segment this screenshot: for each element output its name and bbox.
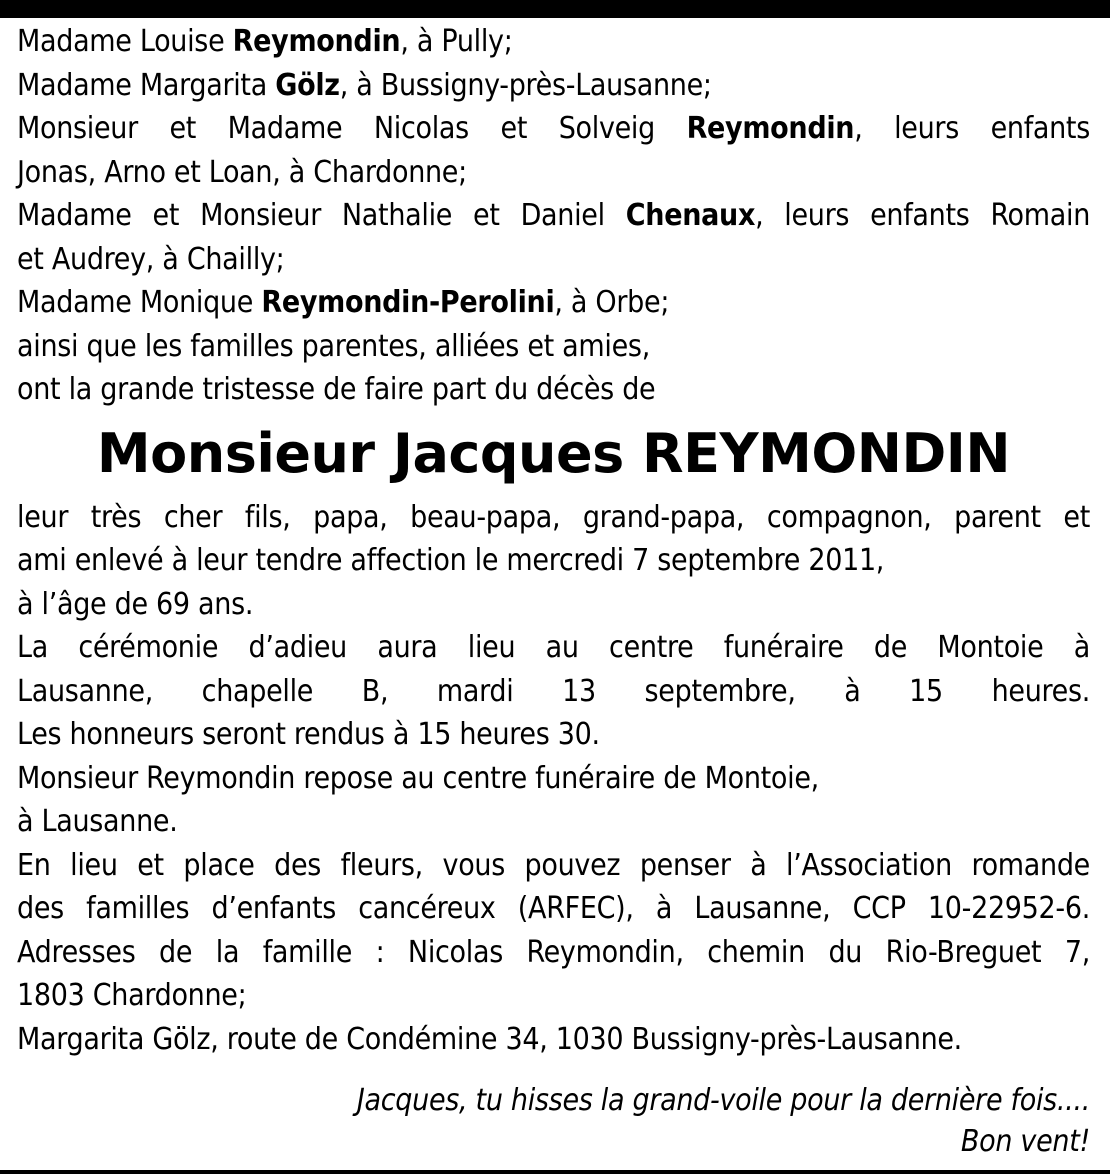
- body-line: à l’âge de 69 ans.: [17, 586, 254, 622]
- family-line: Madame et Monsieur Nathalie et Daniel Chenaux, leurs enfants Romain: [17, 198, 1091, 233]
- signoff-line: Bon vent!: [960, 1124, 1090, 1159]
- death-notice: [17, 20, 1090, 1061]
- family-surname: Reymondin-Perolini: [261, 285, 555, 320]
- family-surname: Chenaux: [625, 198, 756, 233]
- body-line: ami enlevé à leur tendre affection le mercredi 7 septembre 2011,: [17, 543, 885, 578]
- body-line: à Lausanne.: [17, 804, 178, 839]
- body-line: 1803 Chardonne;: [17, 978, 247, 1013]
- body-line: Lausanne, chapelle B, mardi 13 septembre, à 15 heures.: [17, 673, 1090, 709]
- family-line: Jonas, Arno et Loan, à Chardonne;: [17, 154, 467, 190]
- body-line: Monsieur Reymondin repose au centre funéraire de Montoie,: [17, 760, 819, 796]
- family-line: et Audrey, à Chailly;: [17, 241, 285, 277]
- body-line: La cérémonie d’adieu aura lieu au centre funéraire de Montoie à: [17, 630, 1090, 665]
- family-line: Madame Monique Reymondin-Perolini, à Orbe;: [17, 285, 670, 320]
- signoff: [357, 1080, 1090, 1162]
- bottom-rule: [0, 1170, 1110, 1174]
- body-line: leur très cher fils, papa, beau-papa, grand-papa, compagnon, parent et: [17, 499, 1090, 535]
- body-line: des familles d’enfants cancéreux (ARFEC), à Lausanne, CCP 10-22952-6.: [17, 891, 1090, 926]
- family-line: Madame Louise Reymondin, à Pully;: [17, 24, 513, 59]
- family-line: Madame Margarita Gölz, à Bussigny-près-Lausanne;: [17, 67, 712, 103]
- family-surname: Gölz: [275, 67, 340, 103]
- body-line: Les honneurs seront rendus à 15 heures 30.: [17, 717, 600, 752]
- family-surname: Reymondin: [686, 111, 855, 146]
- family-line: ainsi que les familles parentes, alliées et amies,: [17, 328, 650, 364]
- deceased-name: Monsieur Jacques REYMONDIN: [96, 421, 1011, 485]
- body-line: En lieu et place des fleurs, vous pouvez penser à l’Association romande: [17, 847, 1090, 883]
- signoff-line: Jacques, tu hisses la grand-voile pour la dernière fois....: [356, 1083, 1090, 1118]
- top-rule: [0, 0, 1110, 18]
- family-surname: Reymondin: [232, 24, 401, 59]
- body-line: Adresses de la famille : Nicolas Reymondin, chemin du Rio-Breguet 7,: [17, 934, 1090, 970]
- body-line: Margarita Gölz, route de Condémine 34, 1030 Bussigny-près-Lausanne.: [17, 1021, 962, 1057]
- family-line: ont la grande tristesse de faire part du décès de: [17, 372, 656, 407]
- family-line: Monsieur et Madame Nicolas et Solveig Reymondin, leurs enfants: [17, 111, 1090, 146]
